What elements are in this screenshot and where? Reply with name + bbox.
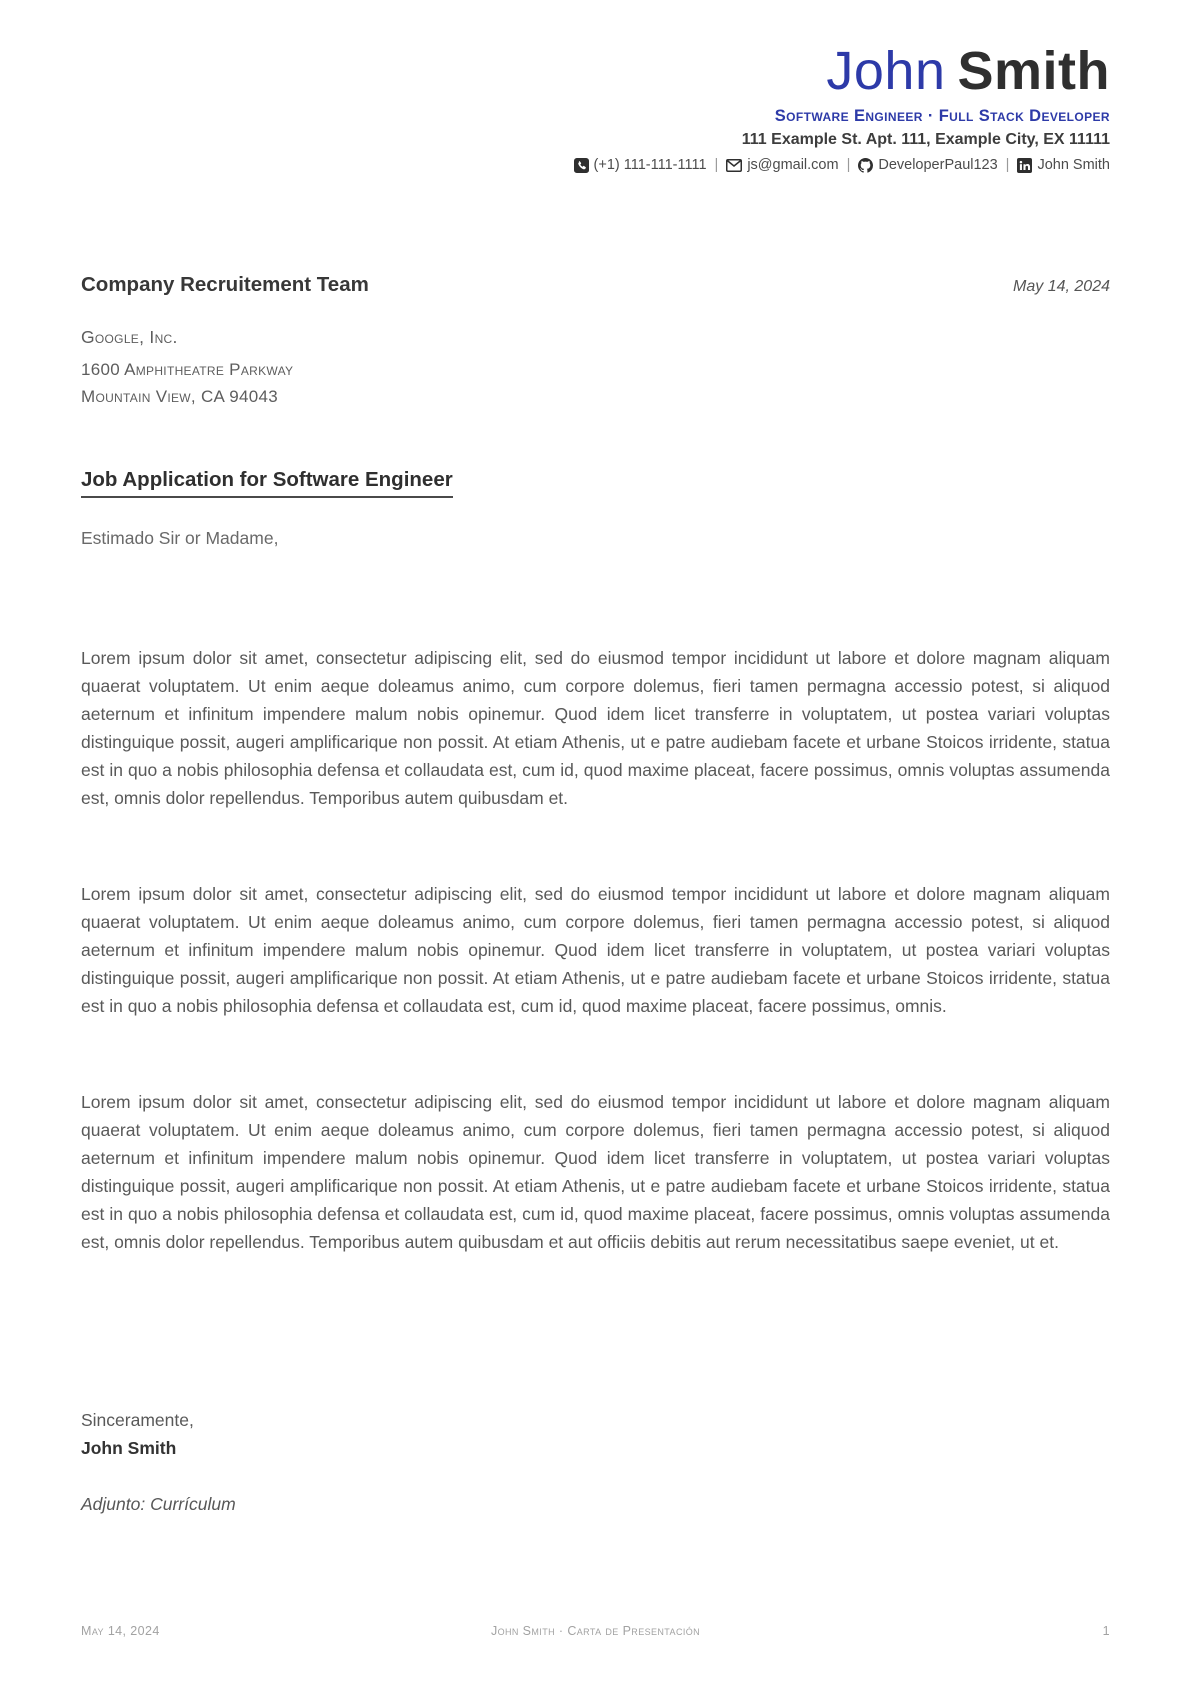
paragraph-1: Lorem ipsum dolor sit amet, consectetur adipiscing elit, sed do eiusmod tempor incididunt ut labore et dolore magnam aliquam quaerat voluptatem. Ut enim aeque doleamus animo, cum corpore dolemus, fieri tamen permagna accessio potest, si aliquod aeternum et infinitum impendere malum nobis opinemur. Quod idem licet transferre in voluptatem, ut postea variari voluptas distinguique possit, augeri amplificarique non possit. At etiam Athenis, ut e patre audiebam facete et urbane Stoicos irridente, statua est in quo a nobis philosophia defensa et collaudata est, cum id, quod maxime placeat, facere possimus, omnis voluptas assumenda est, omnis dolor repellendus. Temporibus autem quibusdam et. xyxy=(81,648,1110,809)
footer-document-title: John Smith · Carta de Presentación xyxy=(490,1624,701,1638)
contact-separator: | xyxy=(846,157,851,174)
email-link[interactable] xyxy=(726,157,838,173)
enclosure-note: Adjunto: Currículum xyxy=(81,1494,236,1515)
signature-name: John Smith xyxy=(81,1438,177,1459)
linkedin-link[interactable] xyxy=(1017,157,1110,173)
paragraph-3: Lorem ipsum dolor sit amet, consectetur adipiscing elit, sed do eiusmod tempor incididunt ut labore et dolore magnam aliquam quaerat voluptatem. Ut enim aeque doleamus animo, cum corpore dolemus, fieri tamen permagna accessio potest, si aliquod aeternum et infinitum impendere malum nobis opinemur. Quod idem licet transferre in voluptatem, ut postea variari voluptas distinguique possit, augeri amplificarique non possit. At etiam Athenis, ut e patre audiebam facete et urbane Stoicos irridente, statua est in quo a nobis philosophia defensa et collaudata est, cum id, quod maxime placeat, facere possimus, omnis voluptas assumenda est, omnis dolor repellendus. Temporibus autem quibusdam et aut officiis debitis aut rerum necessitatibus saepe eveniet, ut et. xyxy=(81,1092,1110,1253)
subject-line xyxy=(81,468,1110,498)
letter-body xyxy=(81,644,1110,1256)
greeting: Estimado Sir or Madame, xyxy=(81,528,279,549)
footer-page-number: 1 xyxy=(1102,1624,1110,1638)
github-icon xyxy=(858,158,873,173)
email-address: js@gmail.com xyxy=(747,157,839,174)
closing-phrase: Sinceramente, xyxy=(81,1410,194,1431)
linkedin-name: John Smith xyxy=(1037,157,1110,174)
applicant-job-title: Software Engineer · Full Stack Developer xyxy=(774,107,1110,126)
github-username: DeveloperPaul123 xyxy=(878,157,998,174)
company-name: Google, Inc. xyxy=(81,327,178,348)
applicant-first-name: John xyxy=(826,41,946,101)
phone-link[interactable] xyxy=(574,157,707,173)
footer-date: May 14, 2024 xyxy=(81,1624,160,1638)
recipient-address xyxy=(81,356,1110,410)
letter-date: May 14, 2024 xyxy=(1013,278,1110,296)
applicant-last-name: Smith xyxy=(957,41,1110,101)
phone-number: (+1) 111-111-1111 xyxy=(593,157,707,174)
contact-separator: | xyxy=(1005,157,1010,174)
applicant-name xyxy=(81,42,1110,100)
email-icon xyxy=(726,159,742,172)
applicant-address: 111 Example St. Apt. 111, Example City, EX 11111 xyxy=(741,131,1110,149)
contact-bar xyxy=(81,157,1110,173)
github-link[interactable] xyxy=(858,157,997,173)
subject-text: Job Application for Software Engineer xyxy=(81,468,453,498)
recipient-heading: Company Recruitement Team xyxy=(81,273,369,297)
linkedin-icon xyxy=(1017,158,1032,173)
address-line: Mountain View, CA 94043 xyxy=(81,387,279,407)
phone-icon xyxy=(574,158,589,173)
contact-separator: | xyxy=(714,157,719,174)
letter-header xyxy=(81,42,1110,173)
page-footer xyxy=(81,1624,1110,1638)
address-line: 1600 Amphitheatre Parkway xyxy=(81,360,294,380)
recipient-row xyxy=(81,273,1110,297)
paragraph-2: Lorem ipsum dolor sit amet, consectetur adipiscing elit, sed do eiusmod tempor incididunt ut labore et dolore magnam aliquam quaerat voluptatem. Ut enim aeque doleamus animo, cum corpore dolemus, fieri tamen permagna accessio potest, si aliquod aeternum et infinitum impendere malum nobis opinemur. Quod idem licet transferre in voluptatem, ut postea variari voluptas distinguique possit, augeri amplificarique non possit. At etiam Athenis, ut e patre audiebam facete et urbane Stoicos irridente, statua est in quo a nobis philosophia defensa et collaudata est, cum id, quod maxime placeat, facere possimus, omnis. xyxy=(81,884,1110,1017)
closing-block xyxy=(81,1406,1110,1462)
